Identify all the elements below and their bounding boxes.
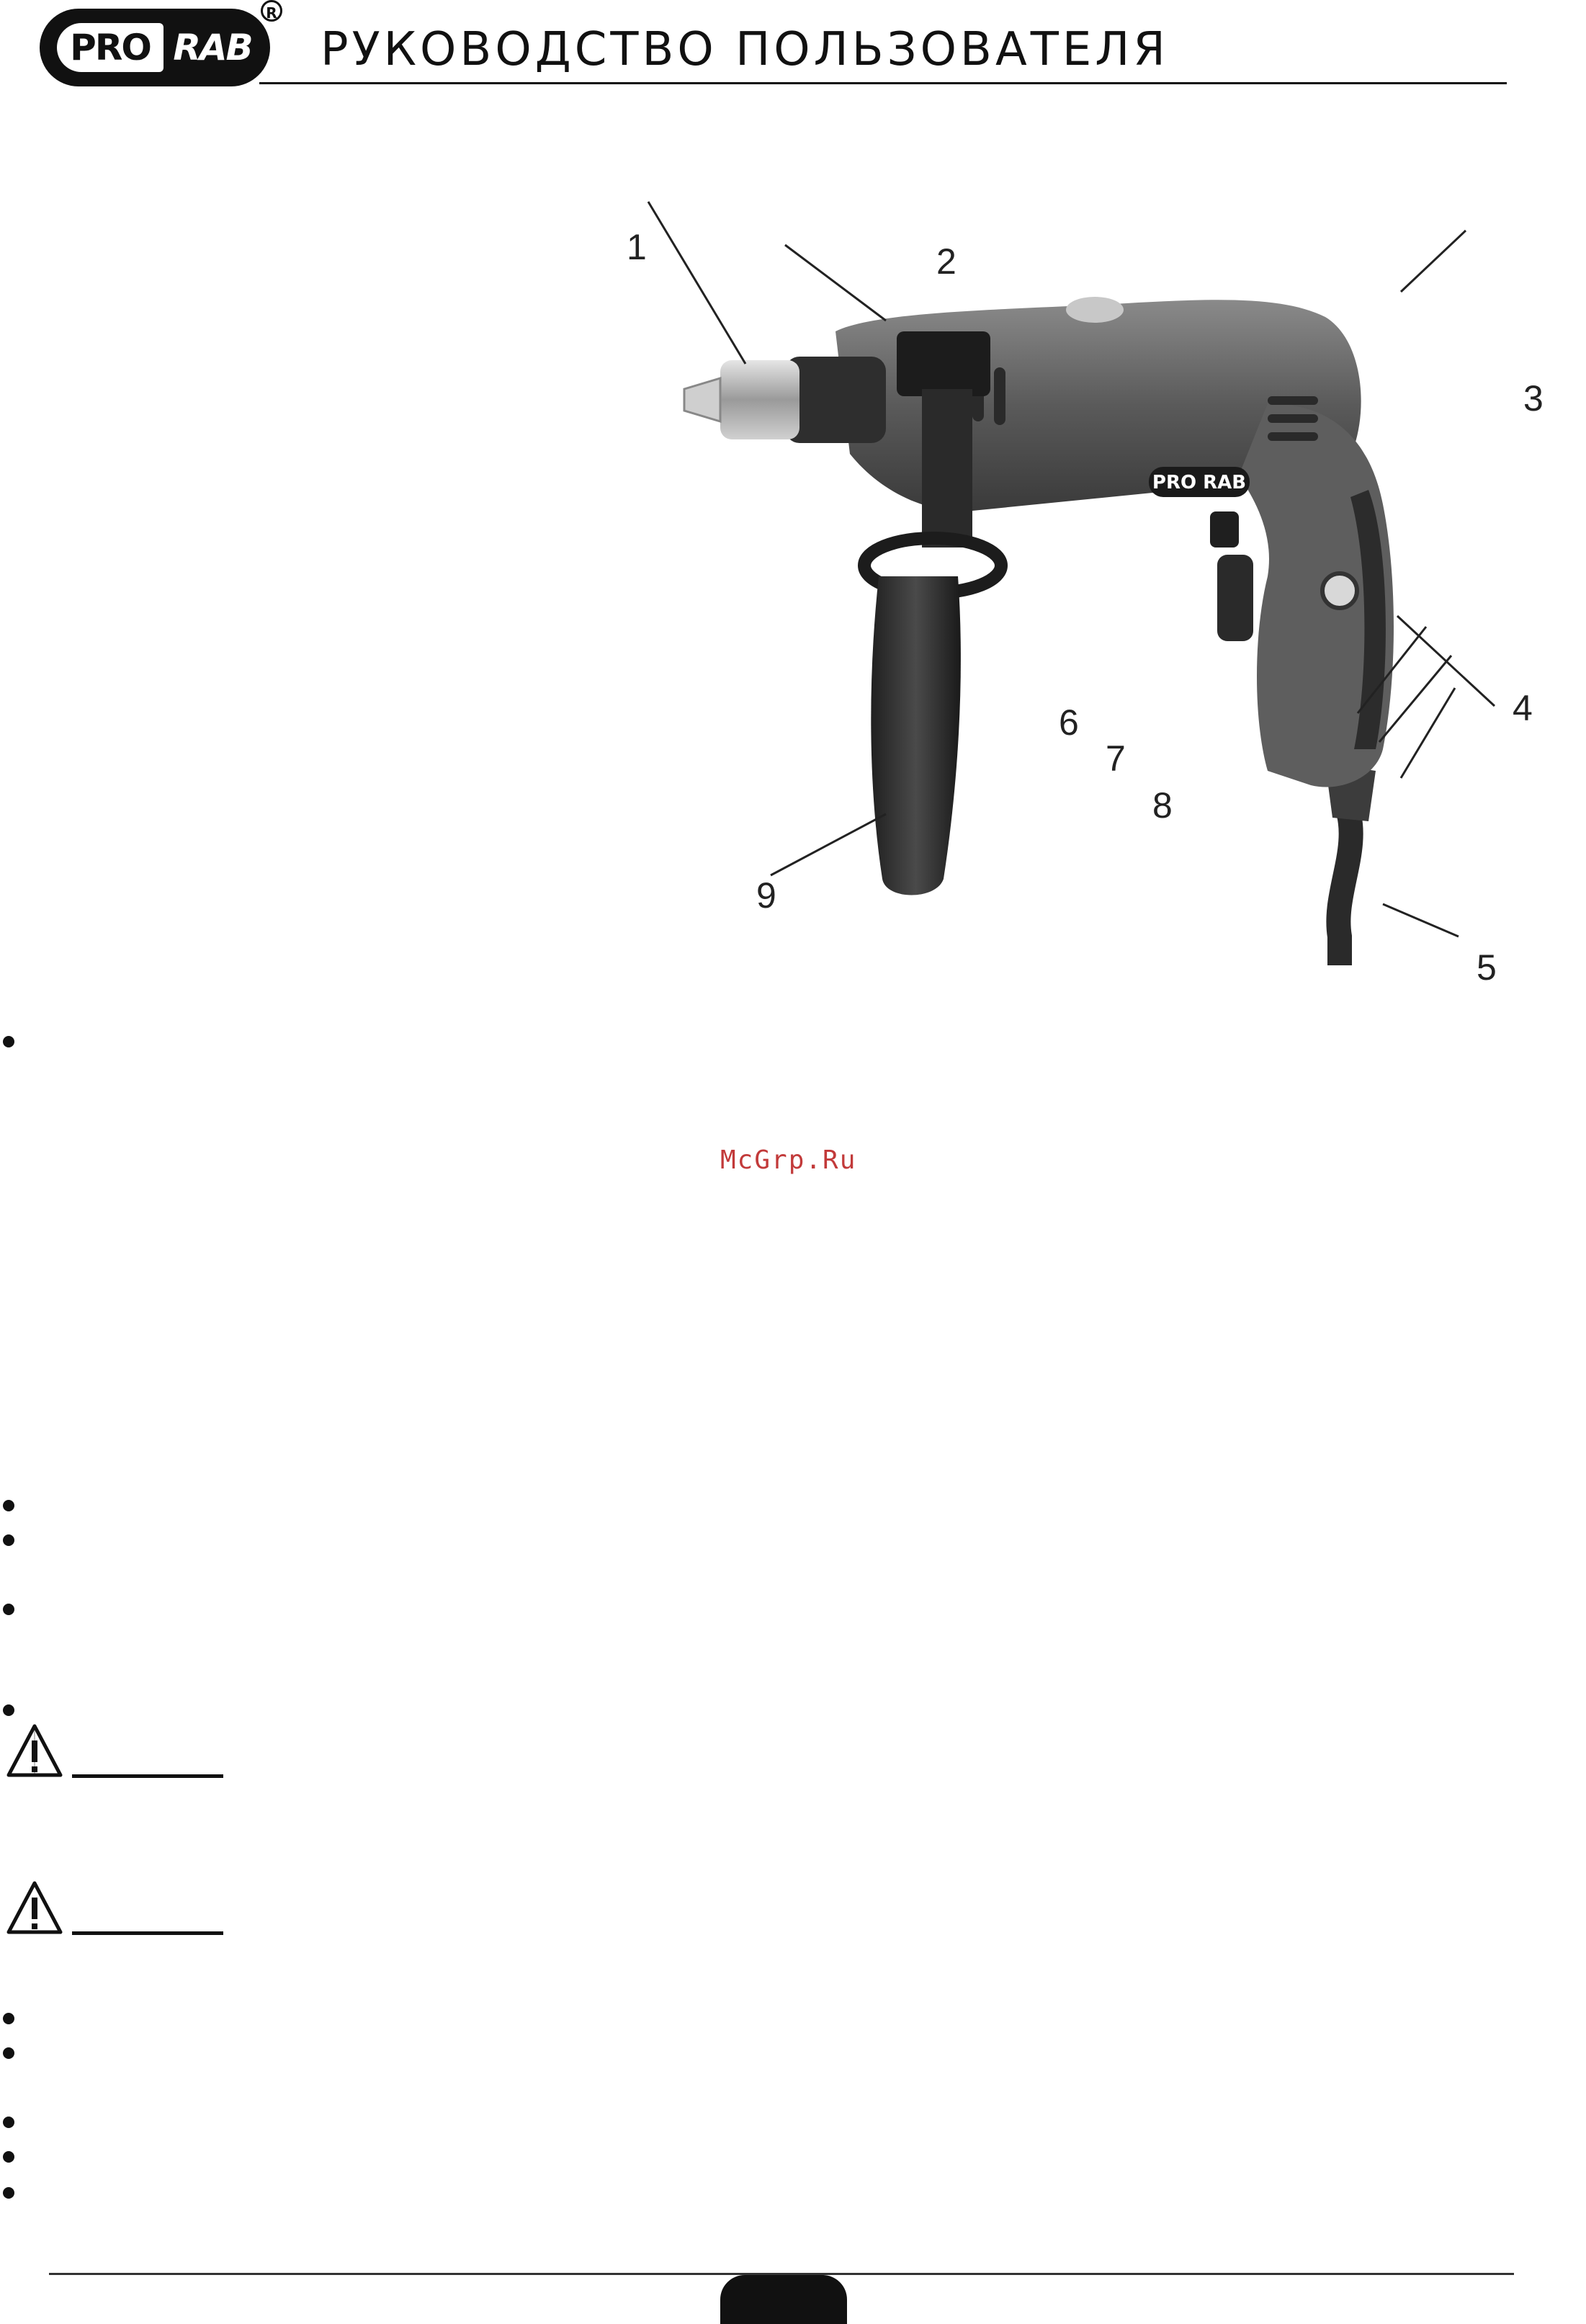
speed-wheel (1210, 511, 1239, 548)
drill-illustration (619, 173, 1556, 994)
power-cord (1338, 807, 1350, 965)
header-divider (259, 82, 1507, 84)
chuck-collar (785, 357, 886, 443)
warning-block (6, 1723, 222, 1781)
bullet (3, 1036, 14, 1047)
bullet (3, 1500, 14, 1511)
mode-switch (1066, 297, 1124, 323)
lock-button (1322, 573, 1357, 608)
prorab-logo (40, 9, 270, 86)
bullet (3, 1604, 14, 1615)
bullet (3, 2117, 14, 2128)
page-number-tab (720, 2275, 847, 2324)
warning-triangle-icon (6, 1880, 63, 1935)
handle-shaft (922, 389, 972, 548)
logo-pro-text: PRO (57, 23, 163, 72)
callout-2: 2 (936, 241, 956, 282)
callout-4: 4 (1513, 688, 1533, 728)
chuck (720, 360, 799, 439)
handle-clamp (897, 331, 990, 396)
callout-1: 1 (627, 227, 647, 267)
bullet (3, 2151, 14, 2163)
document-title: РУКОВОДСТВО ПОЛЬЗОВАТЕЛЯ (321, 23, 1169, 76)
bullet (3, 2047, 14, 2059)
tool-brand-text: PRO RAB (1152, 472, 1247, 493)
warning-underline (72, 1774, 223, 1778)
callout-5: 5 (1477, 947, 1497, 988)
callout-8: 8 (1152, 785, 1173, 826)
bullet (3, 2013, 14, 2024)
callout-3: 3 (1523, 378, 1544, 419)
trigger (1217, 555, 1253, 641)
logo-rab-text: RAB (173, 27, 252, 68)
bullet (3, 1704, 14, 1716)
watermark: McGrp.Ru (720, 1145, 857, 1175)
warning-underline (72, 1931, 223, 1935)
callout-6: 6 (1059, 702, 1079, 743)
chuck-jaws (684, 378, 720, 421)
bullet (3, 1534, 14, 1546)
registered-mark: R (261, 0, 282, 22)
bullet (3, 2187, 14, 2199)
callout-9: 9 (756, 875, 776, 916)
side-handle (871, 576, 961, 895)
warning-triangle-icon (6, 1723, 63, 1778)
warning-block (6, 1880, 222, 1938)
callout-7: 7 (1106, 738, 1126, 779)
